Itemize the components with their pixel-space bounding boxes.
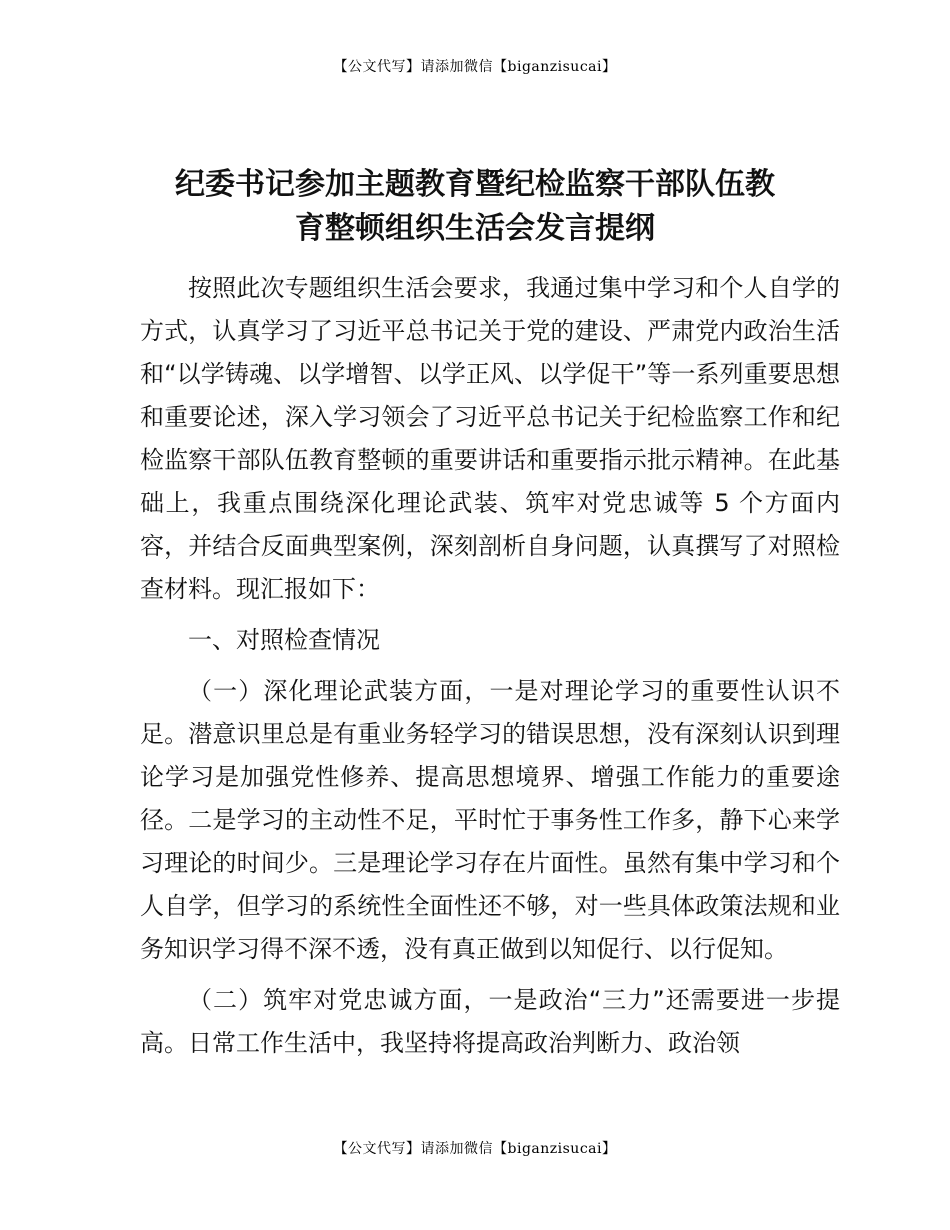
document-body xyxy=(140,267,840,1065)
page-footer: 【公文代写】请添加微信【biganzisucai】 xyxy=(333,1141,617,1157)
page-header: 【公文代写】请添加微信【biganzisucai】 xyxy=(333,59,617,75)
document-title xyxy=(120,163,830,251)
item-paragraph-1: （一）深化理论武装方面，一是对理论学习的重要性认识不足。潜意识里总是有重业务轻学习的错误思想，没有深刻认识到理论学习是加强党性修养、提高思想境界、增强工作能力的重要途径。二是学习的主动性不足，平时忙于事务性工作多，静下心来学习理论的时间少。三是理论学习存在片面性。虽然有集中学习和个人自学，但学习的系统性全面性还不够，对一些具体政策法规和业务知识学习得不深不透，没有真正做到以知促行、以行促知。 xyxy=(140,677,840,963)
title-line-1: 纪委书记参加主题教育暨纪检监察干部队伍教 xyxy=(175,167,775,202)
section-heading: 一、对照检查情况 xyxy=(188,626,380,654)
intro-paragraph: 按照此次专题组织生活会要求，我通过集中学习和个人自学的方式，认真学习了习近平总书记关于党的建设、严肃党内政治生活和“以学铸魂、以学增智、以学正风、以学促干”等一系列重要思想和重要论述，深入学习领会了习近平总书记关于纪检监察工作和纪检监察干部队伍教育整顿的重要讲话和重要指示批示精神。在此基础上，我重点围绕深化理论武装、筑牢对党忠诚等 5 个方面内容，并结合反面典型案例，深刻剖析自身问题，认真撰写了对照检查材料。现汇报如下： xyxy=(140,274,840,603)
item-paragraph-2: （二）筑牢对党忠诚方面，一是政治“三力”还需要进一步提高。日常工作生活中，我坚持将提高政治判断力、政治领 xyxy=(140,986,840,1057)
title-line-2: 育整顿组织生活会发言提纲 xyxy=(295,211,655,246)
